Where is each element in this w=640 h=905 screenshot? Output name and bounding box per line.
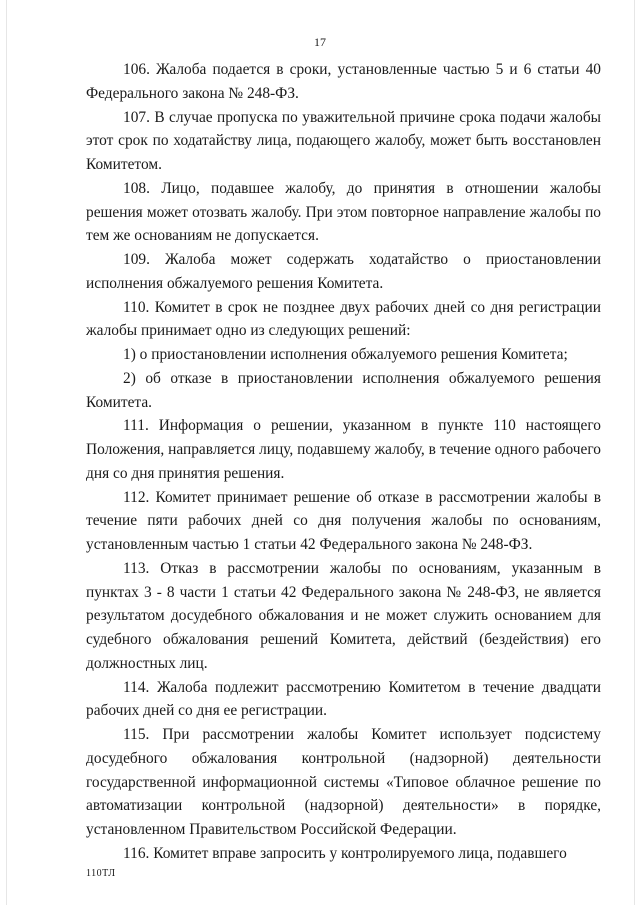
list-item-110-2: 2) об отказе в приостановлении исполнения обжалуемого решения Комитета.	[86, 369, 601, 411]
paragraph-115: 115. При рассмотрении жалобы Комитет использует подсистему досудебного обжалования контрольной (надзорной) деятельности государственной информационной системы «Типовое облачное решение по автоматизации контрольной (надзорной) деятельности» в порядке, установленном Правительством Российской Федерации.	[86, 726, 601, 838]
paragraph-110: 110. Комитет в срок не позднее двух рабочих дней со дня регистрации жалобы принимает одно из следующих решений:	[86, 298, 601, 340]
document-body	[86, 58, 601, 866]
paragraph-112: 112. Комитет принимает решение об отказе в рассмотрении жалобы в течение пяти рабочих дней со дня получения жалобы по основаниям, установленным частью 1 статьи 42 Федерального закона № 248-ФЗ.	[86, 488, 601, 553]
paragraph-114: 114. Жалоба подлежит рассмотрению Комитетом в течение двадцати рабочих дней со дня ее регистрации.	[86, 678, 601, 720]
paragraph-116: 116. Комитет вправе запросить у контролируемого лица, подавшего	[123, 844, 567, 862]
paragraph-109: 109. Жалоба может содержать ходатайство о приостановлении исполнения обжалуемого решения Комитета.	[86, 251, 601, 292]
page-number: 17	[314, 35, 326, 49]
paragraph-108: 108. Лицо, подавшее жалобу, до принятия в отношении жалобы решения может отозвать жалобу. При этом повторное направление жалобы по тем же основаниям не допускается.	[86, 179, 601, 245]
paragraph-106: 106. Жалоба подается в сроки, установленные частью 5 и 6 статьи 40 Федерального закона № 248-ФЗ.	[86, 61, 601, 102]
paragraph-107: 107. В случае пропуска по уважительной причине срока подачи жалобы этот срок по ходатайству лица, подающего жалобу, может быть восстановлен Комитетом.	[86, 108, 601, 173]
list-item-110-1: 1) о приостановлении исполнения обжалуемого решения Комитета;	[123, 346, 568, 363]
document-code: 110ТЛ	[86, 868, 116, 879]
scan-edge-right	[634, 0, 635, 905]
paragraph-111: 111. Информация о решении, указанном в пункте 110 настоящего Положения, направляется лицу, подавшему жалобу, в течение одного рабочего дня со дня принятия решения.	[86, 417, 601, 482]
scan-edge-left	[6, 0, 7, 905]
paragraph-113: 113. Отказ в рассмотрении жалобы по основаниям, указанным в пунктах 3 - 8 части 1 статьи 42 Федерального закона № 248-ФЗ, не является результатом досудебного обжалования и не может служить основанием для судебного обжалования решений Комитета, действий (бездействия) его должностных лиц.	[86, 559, 601, 672]
